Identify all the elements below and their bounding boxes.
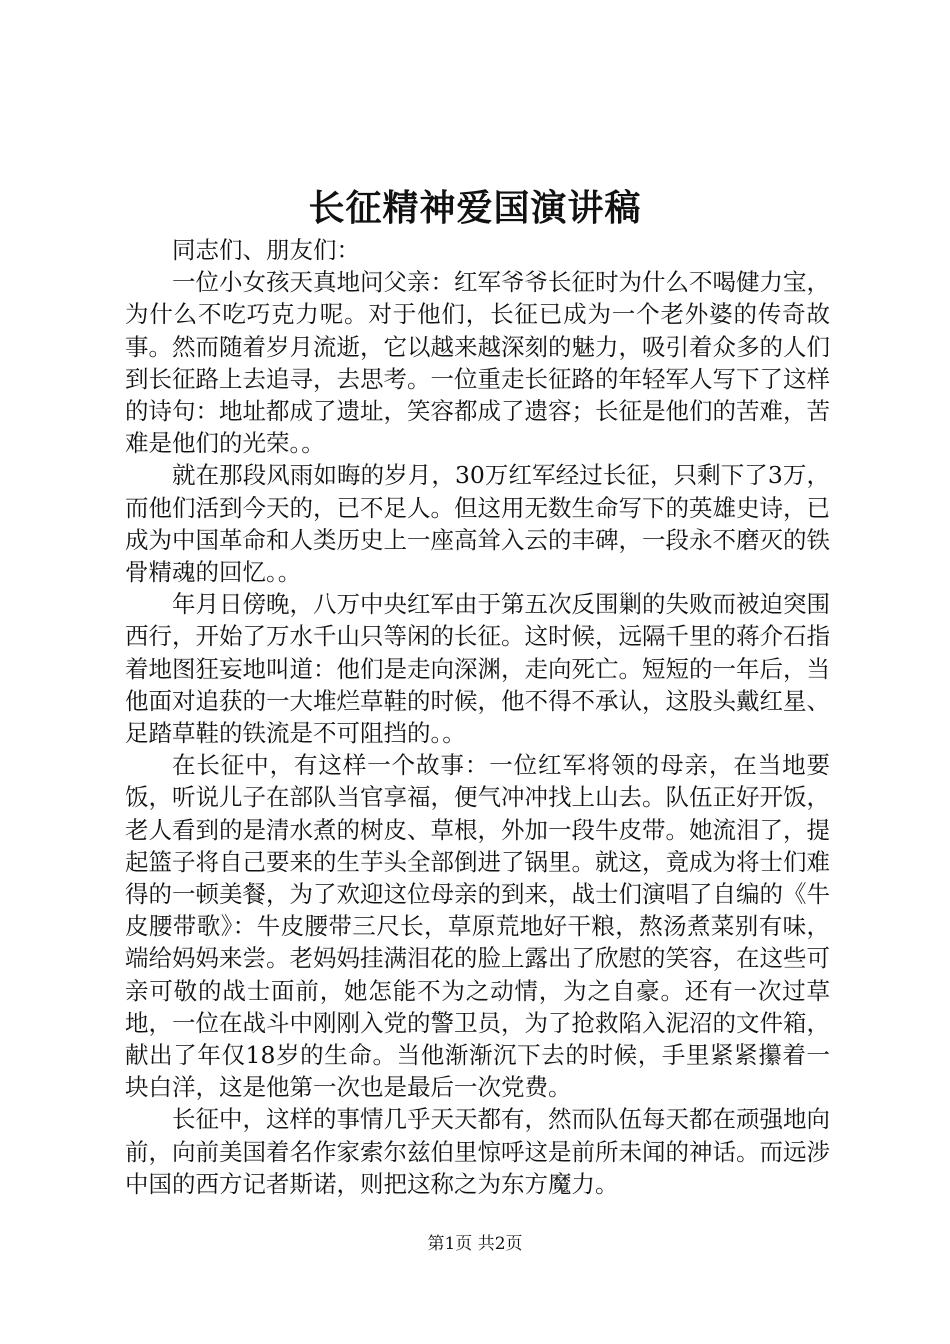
paragraph: 长征中，这样的事情几乎天天都有，然而队伍每天都在顽强地向前，向前美国着名作家索尔兹伯里惊呼这是前所未闻的神话。而远涉中国的西方记者斯诺，则把这称之为东方魔力。	[125, 1105, 830, 1198]
paragraph: 就在那段风雨如晦的岁月，30万红军经过长征，只剩下了3万，而他们活到今天的，已不足人。但这用无数生命写下的英雄史诗，已成为中国革命和人类历史上一座高耸入云的丰碑，一段永不磨灭的铁骨精魂的回忆。。	[125, 461, 830, 587]
paragraph: 年月日傍晚，八万中央红军由于第五次反围剿的失败而被迫突围西行，开始了万水千山只等闲的长征。这时候，远隔千里的蒋介石指着地图狂妄地叫道：他们是走向深渊，走向死亡。短短的一年后，当他面对追获的一大堆烂草鞋的时候，他不得不承认，这股头戴红星、足踏草鞋的铁流是不可阻挡的。。	[125, 590, 830, 748]
paragraph: 在长征中，有这样一个故事：一位红军将领的母亲，在当地要饭，听说儿子在部队当官享福，便气冲冲找上山去。队伍正好开饭，老人看到的是清水煮的树皮、草根，外加一段牛皮带。她流泪了，提起篮子将自己要来的生芋头全部倒进了锅里。就这，竟成为将士们难得的一顿美餐，为了欢迎这位母亲的到来，战士们演唱了自编的《牛皮腰带歌》：牛皮腰带三尺长，草原荒地好干粮，熬汤煮菜别有味，端给妈妈来尝。老妈妈挂满泪花的脸上露出了欣慰的笑容，在这些可亲可敬的战士面前，她怎能不为之动情，为之自豪。还有一次过草地，一位在战斗中刚刚入党的警卫员，为了抢救陷入泥沼的文件箱，献出了年仅18岁的生命。当他渐渐沉下去的时候，手里紧紧攥着一块白洋，这是他第一次也是最后一次党费。	[125, 751, 830, 1102]
paragraph-greeting: 同志们、朋友们：	[172, 236, 360, 264]
page-number-footer: 第1页 共2页	[427, 1234, 523, 1254]
paragraph: 一位小女孩天真地问父亲：红军爷爷长征时为什么不喝健力宝，为什么不吃巧克力呢。对于他们，长征已成为一个老外婆的传奇故事。然而随着岁月流逝，它以越来越深刻的魅力，吸引着众多的人们到长征路上去追寻，去思考。一位重走长征路的年轻军人写下了这样的诗句：地址都成了遗址，笑容都成了遗容；长征是他们的苦难，苦难是他们的光荣。。	[125, 268, 830, 458]
document-title: 长征精神爱国演讲稿	[308, 187, 642, 229]
document-body	[125, 234, 830, 1200]
